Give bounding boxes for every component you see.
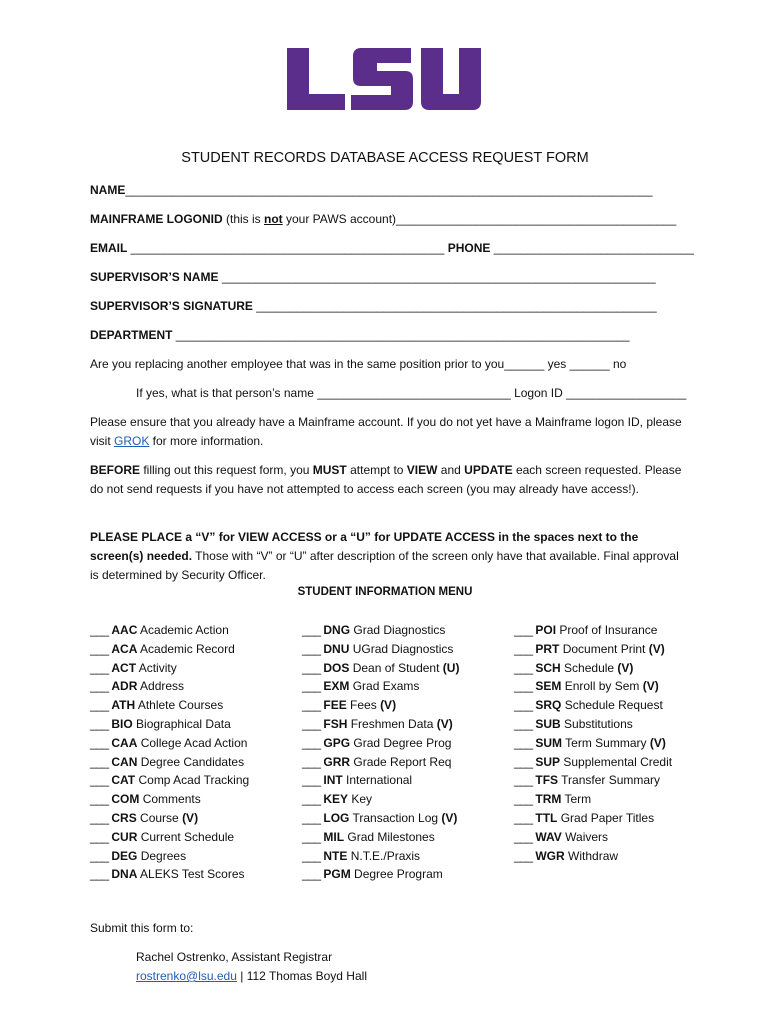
menu-item-sum[interactable] <box>514 734 672 753</box>
menu-item-desc: Waivers <box>561 829 609 844</box>
menu-item-desc: Degrees <box>137 848 187 863</box>
menu-item-code: DEG <box>111 848 138 863</box>
menu-item-code: FSH <box>323 716 348 731</box>
contact-address: | 112 Thomas Boyd Hall <box>236 969 367 983</box>
menu-item-blank[interactable]: ___ <box>514 754 536 769</box>
menu-item-srq[interactable] <box>514 696 672 715</box>
supervisor-name-field[interactable] <box>90 269 656 285</box>
mainframe-account-note <box>90 413 682 451</box>
menu-item-code: SUB <box>535 716 561 731</box>
menu-item-cur[interactable] <box>90 828 249 847</box>
para2-text-2: attempt to <box>346 463 407 477</box>
menu-item-adr[interactable] <box>90 677 249 696</box>
contact-line <box>136 969 367 983</box>
para1-text-pre: Please ensure that you already have a Mainframe account. If you do not yet have a Mainframe logon ID, please visit <box>90 415 682 448</box>
menu-item-desc: Grad Exams <box>349 679 420 694</box>
menu-item-blank[interactable]: ___ <box>302 867 324 882</box>
menu-item-code: CAT <box>111 773 136 788</box>
menu-item-code: CAA <box>111 735 138 750</box>
menu-item-blank[interactable]: ___ <box>90 698 112 713</box>
menu-item-desc: Transfer Summary <box>558 773 661 788</box>
menu-item-blank[interactable]: ___ <box>90 848 112 863</box>
menu-item-desc: Grad Milestones <box>344 829 435 844</box>
before-word: BEFORE <box>90 463 141 477</box>
menu-item-deg[interactable] <box>90 847 249 866</box>
menu-item-blank[interactable]: ___ <box>514 698 536 713</box>
menu-item-blank[interactable]: ___ <box>90 735 112 750</box>
email-label: EMAIL <box>90 241 128 255</box>
name-blank[interactable]: _______________________________________________________________________________ <box>125 183 653 197</box>
menu-item-access-flag: (V) <box>436 716 453 731</box>
menu-item-desc: Grad Paper Titles <box>557 810 655 825</box>
menu-item-access-flag: (V) <box>380 698 397 713</box>
replacing-question[interactable]: Are you replacing another employee that was in the same position prior to you______ yes ______ no <box>90 357 627 371</box>
menu-item-fsh[interactable] <box>302 715 459 734</box>
update-word: UPDATE <box>464 463 513 477</box>
menu-item-blank[interactable]: ___ <box>514 829 536 844</box>
department-field[interactable] <box>90 327 630 343</box>
menu-item-code: ACA <box>111 641 138 656</box>
menu-item-blank[interactable]: ___ <box>514 641 536 656</box>
menu-item-blank[interactable]: ___ <box>514 660 536 675</box>
menu-item-access-flag: (V) <box>617 660 634 675</box>
menu-item-blank[interactable]: ___ <box>302 679 324 694</box>
menu-item-blank[interactable]: ___ <box>302 641 324 656</box>
menu-item-desc: Comments <box>139 792 201 807</box>
menu-item-desc: Address <box>137 679 185 694</box>
menu-item-tfs[interactable] <box>514 771 672 790</box>
menu-item-desc: Comp Acad Tracking <box>135 773 250 788</box>
menu-item-code: KEY <box>323 792 349 807</box>
menu-item-sup[interactable] <box>514 753 672 772</box>
mainframe-note-post: your PAWS account) <box>282 212 397 226</box>
menu-item-code: PRT <box>535 641 560 656</box>
menu-item-nte[interactable] <box>302 847 459 866</box>
menu-item-access-flag: (V) <box>182 810 199 825</box>
supervisor-name-blank[interactable]: _________________________________________________________________ <box>218 270 656 284</box>
menu-item-cat[interactable] <box>90 771 249 790</box>
menu-item-blank[interactable]: ___ <box>90 623 112 637</box>
menu-item-code: SRQ <box>535 698 562 713</box>
menu-item-crs[interactable] <box>90 809 249 828</box>
menu-item-poi[interactable] <box>514 621 672 640</box>
menu-item-sem[interactable] <box>514 677 672 696</box>
menu-item-desc: Fees <box>346 698 381 713</box>
access-instructions-rest: Those with “V” or “U” after description of the screen only have that available. Final approval is determined by Security Officer. <box>90 549 679 582</box>
menu-item-desc: Degree Candidates <box>137 754 245 769</box>
must-word: MUST <box>312 463 347 477</box>
menu-item-blank[interactable]: ___ <box>90 773 112 788</box>
menu-item-code: COM <box>111 792 140 807</box>
menu-item-blank[interactable]: ___ <box>90 754 112 769</box>
menu-item-code: CRS <box>111 810 137 825</box>
menu-item-sch[interactable] <box>514 659 672 678</box>
menu-item-int[interactable] <box>302 771 459 790</box>
menu-item-dng[interactable] <box>302 621 459 640</box>
menu-item-code: SUP <box>535 754 561 769</box>
menu-item-grr[interactable] <box>302 753 459 772</box>
menu-item-blank[interactable]: ___ <box>302 810 324 825</box>
menu-item-blank[interactable]: ___ <box>90 660 112 675</box>
menu-item-access-flag: (V) <box>642 679 659 694</box>
menu-item-code: WAV <box>535 829 562 844</box>
menu-item-blank[interactable]: ___ <box>514 792 536 807</box>
menu-item-access-flag: (V) <box>649 735 666 750</box>
menu-item-code: POI <box>535 623 557 637</box>
mainframe-logonid-field[interactable] <box>90 211 676 227</box>
menu-item-access-flag: (U) <box>442 660 460 675</box>
menu-item-wgr[interactable] <box>514 847 672 866</box>
grok-link[interactable]: GROK <box>114 434 150 448</box>
menu-item-blank[interactable]: ___ <box>514 773 536 788</box>
menu-item-blank[interactable]: ___ <box>302 773 324 788</box>
menu-item-code: DOS <box>323 660 350 675</box>
form-title: STUDENT RECORDS DATABASE ACCESS REQUEST FORM <box>181 150 589 166</box>
mainframe-blank[interactable]: __________________________________________ <box>396 212 677 226</box>
menu-column-1 <box>90 621 249 884</box>
menu-item-aac[interactable] <box>90 621 249 640</box>
menu-item-code: GRR <box>323 754 351 769</box>
menu-item-blank[interactable]: ___ <box>302 716 324 731</box>
menu-item-sub[interactable] <box>514 715 672 734</box>
menu-item-wav[interactable] <box>514 828 672 847</box>
menu-item-prt[interactable] <box>514 640 672 659</box>
menu-item-code: PGM <box>323 867 351 882</box>
menu-item-fee[interactable] <box>302 696 459 715</box>
menu-item-desc: Schedule <box>560 660 618 675</box>
menu-item-desc: College Acad Action <box>137 735 248 750</box>
menu-item-blank[interactable]: ___ <box>90 679 112 694</box>
para2-text-1: filling out this request form, you <box>140 463 313 477</box>
menu-item-code: DNA <box>111 867 138 882</box>
menu-item-desc: Grad Diagnostics <box>350 623 446 637</box>
menu-item-dnu[interactable] <box>302 640 459 659</box>
menu-item-blank[interactable]: ___ <box>514 679 536 694</box>
department-label: DEPARTMENT <box>90 328 173 342</box>
menu-column-2 <box>302 621 459 884</box>
menu-item-code: SUM <box>535 735 563 750</box>
name-label: NAME <box>90 183 126 197</box>
menu-item-code: CUR <box>111 829 138 844</box>
menu-item-code: NTE <box>323 848 348 863</box>
phone-label: PHONE <box>444 241 491 255</box>
menu-item-desc: N.T.E./Praxis <box>347 848 421 863</box>
menu-item-blank[interactable]: ___ <box>302 698 324 713</box>
menu-item-desc: Grad Degree Prog <box>350 735 452 750</box>
menu-item-code: MIL <box>323 829 345 844</box>
menu-item-blank[interactable]: ___ <box>302 848 324 863</box>
menu-item-code: INT <box>323 773 343 788</box>
contact-name: Rachel Ostrenko, Assistant Registrar <box>136 950 333 964</box>
menu-item-desc: International <box>342 773 413 788</box>
phone-blank[interactable]: ______________________________ <box>490 241 694 255</box>
menu-item-code: DNG <box>323 623 351 637</box>
menu-item-desc: Dean of Student <box>349 660 443 675</box>
menu-item-desc: Supplemental Credit <box>560 754 673 769</box>
menu-item-desc: Schedule Request <box>561 698 663 713</box>
supervisor-signature-field[interactable] <box>90 298 657 314</box>
menu-item-blank[interactable]: ___ <box>514 716 536 731</box>
menu-item-code: AAC <box>111 623 138 637</box>
menu-item-blank[interactable]: ___ <box>514 623 536 637</box>
name-field[interactable] <box>90 182 653 198</box>
submit-label: Submit this form to: <box>90 921 194 935</box>
menu-item-blank[interactable]: ___ <box>90 829 112 844</box>
menu-item-desc: Withdraw <box>564 848 619 863</box>
menu-item-desc: Document Print <box>559 641 649 656</box>
menu-item-desc: Proof of Insurance <box>556 623 658 637</box>
menu-item-ath[interactable] <box>90 696 249 715</box>
replacing-ifyes[interactable]: If yes, what is that person’s name _____________________________ Logon ID __________________ <box>136 386 687 400</box>
menu-item-code: ACT <box>111 660 137 675</box>
menu-item-desc: Academic Record <box>137 641 235 656</box>
menu-item-dna[interactable] <box>90 865 249 884</box>
supervisor-signature-blank[interactable]: ____________________________________________________________ <box>252 299 657 313</box>
menu-item-code: TTL <box>535 810 558 825</box>
menu-item-blank[interactable]: ___ <box>90 716 112 731</box>
menu-title: STUDENT INFORMATION MENU <box>297 586 473 598</box>
menu-item-code: GPG <box>323 735 351 750</box>
menu-item-blank[interactable]: ___ <box>302 660 324 675</box>
menu-item-desc: Substitutions <box>560 716 633 731</box>
menu-column-3 <box>514 621 672 865</box>
menu-item-blank[interactable]: ___ <box>90 810 112 825</box>
para2-text-3: and <box>437 463 465 477</box>
menu-item-blank[interactable]: ___ <box>302 792 324 807</box>
menu-item-code: LOG <box>323 810 350 825</box>
menu-item-blank[interactable]: ___ <box>90 867 112 882</box>
para1-text-post: for more information. <box>149 434 264 448</box>
lsu-logo <box>285 46 483 112</box>
menu-item-blank[interactable]: ___ <box>302 829 324 844</box>
menu-item-desc: Activity <box>136 660 177 675</box>
menu-item-bio[interactable] <box>90 715 249 734</box>
menu-item-exm[interactable] <box>302 677 459 696</box>
menu-item-desc: Term <box>561 792 592 807</box>
menu-item-desc: Degree Program <box>350 867 443 882</box>
menu-item-desc: Biographical Data <box>132 716 231 731</box>
menu-item-blank[interactable]: ___ <box>302 754 324 769</box>
menu-item-code: FEE <box>323 698 347 713</box>
menu-item-code: TFS <box>535 773 559 788</box>
menu-item-code: ADR <box>111 679 138 694</box>
menu-item-code: SCH <box>535 660 561 675</box>
menu-item-dos[interactable] <box>302 659 459 678</box>
contact-email-link[interactable]: rostrenko@lsu.edu <box>136 969 237 983</box>
mainframe-note-not: not <box>264 212 283 226</box>
mainframe-label: MAINFRAME LOGONID <box>90 212 223 226</box>
menu-item-desc: Academic Action <box>137 623 229 637</box>
menu-item-desc: Enroll by Sem <box>561 679 643 694</box>
menu-item-can[interactable] <box>90 753 249 772</box>
menu-item-desc: Course <box>136 810 183 825</box>
menu-item-access-flag: (V) <box>441 810 458 825</box>
menu-item-desc: Freshmen Data <box>347 716 437 731</box>
email-phone-row <box>90 240 694 256</box>
menu-item-code: DNU <box>323 641 350 656</box>
menu-item-code: WGR <box>535 848 565 863</box>
menu-item-desc: UGrad Diagnostics <box>349 641 454 656</box>
menu-item-desc: Transaction Log <box>349 810 442 825</box>
email-blank[interactable]: _______________________________________________ <box>127 241 445 255</box>
menu-item-code: CAN <box>111 754 138 769</box>
menu-item-code: SEM <box>535 679 562 694</box>
access-instructions <box>90 528 682 585</box>
menu-item-mil[interactable] <box>302 828 459 847</box>
menu-item-desc: Current Schedule <box>137 829 235 844</box>
department-blank[interactable]: ____________________________________________________________________ <box>172 328 630 342</box>
menu-item-blank[interactable]: ___ <box>514 735 536 750</box>
view-word: VIEW <box>406 463 438 477</box>
menu-item-desc: Athlete Courses <box>135 698 224 713</box>
para2-text-4: each screen requested. Please do not send requests if you have not attempted to access each screen (you may already have access!). <box>90 463 682 496</box>
menu-item-blank[interactable]: ___ <box>514 810 536 825</box>
menu-item-blank[interactable]: ___ <box>302 623 324 637</box>
mainframe-note-pre: (this is <box>222 212 264 226</box>
menu-item-aca[interactable] <box>90 640 249 659</box>
menu-item-trm[interactable] <box>514 790 672 809</box>
menu-item-com[interactable] <box>90 790 249 809</box>
before-instructions <box>90 461 682 499</box>
menu-item-desc: ALEKS Test Scores <box>137 867 245 882</box>
menu-item-code: BIO <box>111 716 133 731</box>
menu-item-blank[interactable]: ___ <box>514 848 536 863</box>
menu-item-log[interactable] <box>302 809 459 828</box>
menu-item-act[interactable] <box>90 659 249 678</box>
supervisor-signature-label: SUPERVISOR’S SIGNATURE <box>90 299 253 313</box>
menu-item-access-flag: (V) <box>648 641 665 656</box>
menu-item-ttl[interactable] <box>514 809 672 828</box>
menu-item-code: EXM <box>323 679 350 694</box>
menu-item-blank[interactable]: ___ <box>90 792 112 807</box>
supervisor-name-label: SUPERVISOR’S NAME <box>90 270 219 284</box>
menu-item-desc: Grade Report Req <box>350 754 452 769</box>
menu-item-gpg[interactable] <box>302 734 459 753</box>
menu-item-pgm[interactable] <box>302 865 459 884</box>
menu-item-blank[interactable]: ___ <box>90 641 112 656</box>
menu-item-code: ATH <box>111 698 136 713</box>
access-instructions-bold: PLEASE PLACE a “V” for VIEW ACCESS or a “U” for UPDATE ACCESS in the spaces next to the screen(s) needed. <box>90 530 639 563</box>
menu-item-caa[interactable] <box>90 734 249 753</box>
menu-item-desc: Term Summary <box>562 735 650 750</box>
menu-item-key[interactable] <box>302 790 459 809</box>
menu-item-desc: Key <box>348 792 373 807</box>
menu-item-code: TRM <box>535 792 562 807</box>
menu-item-blank[interactable]: ___ <box>302 735 324 750</box>
